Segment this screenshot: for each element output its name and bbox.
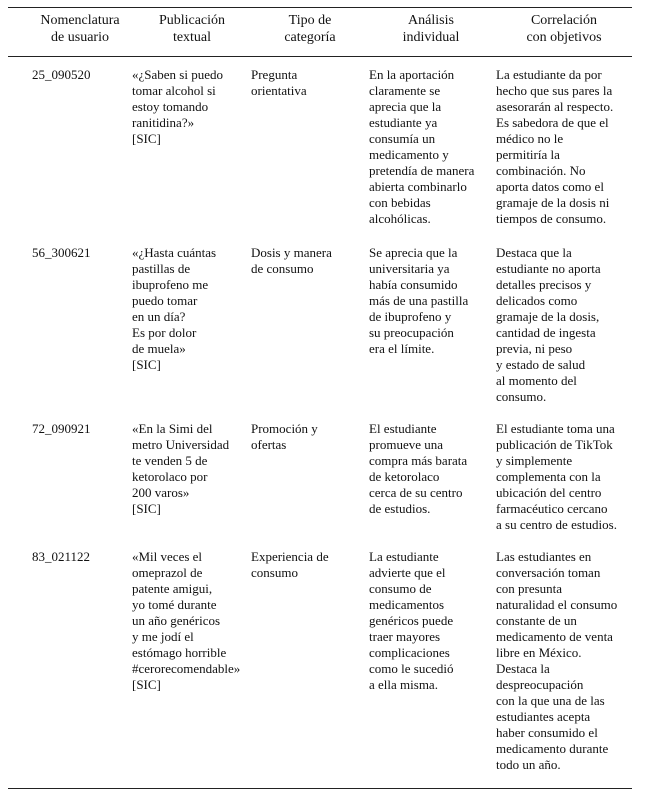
cell-correlation: Destaca que la estudiante no aporta detalles precisos y delicados como gramaje de la dosis, cantidad de ingesta previa, ni peso y estado de salud al momento del consumo. <box>496 245 601 404</box>
cell-user-id: 72_090921 <box>32 421 91 436</box>
cell-analysis: La estudiante advierte que el consumo de medicamentos genéricos puede traer mayores complicaciones como le sucedió a ella misma. <box>369 549 454 692</box>
cell-post-text: «¿Saben si puedo tomar alcohol si estoy tomando ranitidina?» [SIC] <box>132 67 223 146</box>
cell-correlation: Las estudiantes en conversación toman con presunta naturalidad el consumo constante de un medicamento de venta libre en México. Destaca la despreocupación con la que una de las estudiantes acepta haber consumido el medicamento durante todo un año. <box>496 549 618 772</box>
cell-analysis: El estudiante promueve una compra más barata de ketorolaco cerca de su centro de estudios. <box>369 421 468 516</box>
cell-category: Experiencia de consumo <box>251 549 329 580</box>
cell-correlation: La estudiante da por hecho que sus pares la asesorarán al respecto. Es sabedora de que el médico no le permitiría la combinación. No aporta datos como el gramaje de la dosis ni tiempos de consumo. <box>496 67 614 226</box>
header-post-text: Publicación textual <box>158 13 226 45</box>
cell-correlation: El estudiante toma una publicación de TikTok y simplemente complementa con la ubicación del centro farmacéutico cercano a su centro de estudios. <box>496 421 617 532</box>
cell-analysis: En la aportación claramente se aprecia que la estudiante ya consumía un medicamento y pretendía de manera abierta combinarlo con bebidas alcohólicas. <box>369 67 475 226</box>
table-top-rule <box>8 7 632 8</box>
header-user-id: Nomenclatura de usuario <box>40 13 120 45</box>
table-header-row <box>0 12 650 54</box>
cell-user-id: 56_300621 <box>32 245 91 260</box>
header-correlation: Correlación con objetivos <box>526 13 602 45</box>
cell-post-text: «¿Hasta cuántas pastillas de ibuprofeno me puedo tomar en un día? Es por dolor de muela» [SIC] <box>132 245 217 372</box>
header-analysis: Análisis individual <box>402 13 460 45</box>
cell-category: Pregunta orientativa <box>251 67 307 98</box>
cell-user-id: 83_021122 <box>32 549 91 564</box>
cell-category: Promoción y ofertas <box>251 421 318 452</box>
cell-analysis: Se aprecia que la universitaria ya había consumido más de una pastilla de ibuprofeno y su preocupación era el límite. <box>369 245 469 356</box>
table-bottom-rule <box>8 788 632 789</box>
cell-post-text: «En la Simi del metro Universidad te venden 5 de ketorolaco por 200 varos» [SIC] <box>132 421 230 516</box>
cell-post-text: «Mil veces el omeprazol de patente amigui, yo tomé durante un año genéricos y me jodí el estómago horrible #cerorecomendable» [SIC] <box>132 549 241 692</box>
cell-user-id: 25_090520 <box>32 67 91 82</box>
cell-category: Dosis y manera de consumo <box>251 245 332 276</box>
table-header-rule <box>8 56 632 57</box>
header-category: Tipo de categoría <box>284 13 336 45</box>
